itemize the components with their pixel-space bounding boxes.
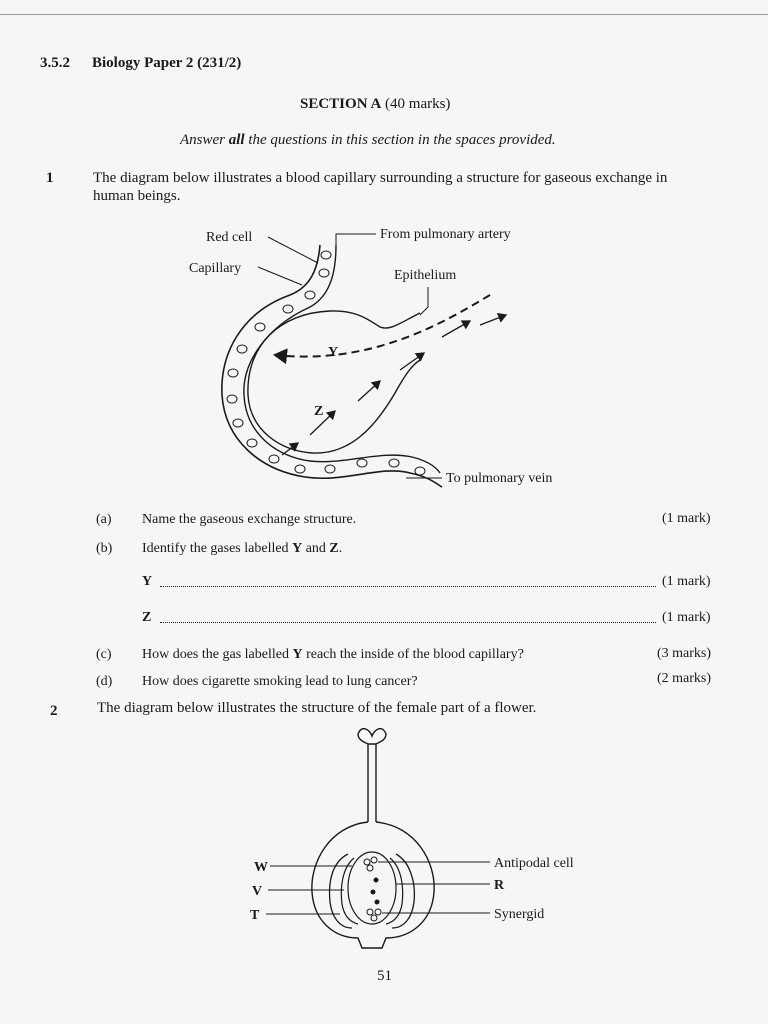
epithelium-leader [420,287,428,315]
q1b-y: Y [292,541,303,556]
section-name: SECTION A [300,96,382,112]
answer-z-label: Z [142,610,152,625]
section-heading [300,96,450,113]
stigma [358,729,386,744]
question-1-stem-line1: The diagram below illustrates a blood capillary surrounding a structure for gaseous exchange in [93,170,668,186]
question-1-number: 1 [46,170,54,186]
q1d-marks: (2 marks) [657,671,712,686]
q1a-label: (a) [96,512,112,527]
label-r: R [494,878,505,893]
q1d-label: (d) [96,674,113,689]
from-artery-leader [336,234,376,251]
alveolus-diagram [180,215,600,495]
instruction-post: the questions in this section in the spaces provided. [244,132,556,148]
instruction-bold: all [228,132,245,148]
answer-z-line[interactable] [160,622,656,623]
label-y: Y [328,345,339,360]
red-cells [227,251,425,475]
gas-z-arrows [282,315,506,455]
q1b-text-pre: Identify the gases labelled [142,541,293,556]
label-capillary: Capillary [189,261,242,276]
q1b-text [142,541,342,557]
answer-y-label: Y [142,574,153,589]
label-w: W [254,860,268,875]
paper-title: Biology Paper 2 (231/2) [92,55,242,71]
antipodal-cells [364,857,377,871]
q1c-text-pre: How does the gas labelled [142,647,293,662]
label-to-vein: To pulmonary vein [446,471,553,486]
q1d-text: How does cigarette smoking lead to lung cancer? [142,674,418,689]
q1c-label: (c) [96,647,112,662]
section-instruction [180,132,556,149]
q1b-label: (b) [96,541,113,556]
question-2-stem: The diagram below illustrates the structure of the female part of a flower. [97,700,537,716]
capillary-leader [258,267,302,285]
q1c-text-post: reach the inside of the blood capillary? [302,647,524,662]
q1b-end: . [338,541,343,556]
polar-nuclei [371,878,380,905]
gas-y-path [275,295,490,357]
label-t: T [250,908,260,923]
label-z: Z [314,404,324,419]
flower-diagram [240,722,600,962]
q1c-marks: (3 marks) [657,646,712,661]
q1a-text: Name the gaseous exchange structure. [142,512,357,527]
instruction-pre: Answer [180,132,229,148]
q1c-y: Y [292,647,303,662]
label-v: V [252,884,263,899]
question-2-number: 2 [50,703,58,719]
label-from-artery: From pulmonary artery [380,227,511,242]
label-epithelium: Epithelium [394,268,457,283]
answer-y-line[interactable] [160,586,656,587]
label-synergid: Synergid [494,907,545,922]
section-code: 3.5.2 [40,55,70,71]
q1c-text [142,647,524,663]
top-rule [0,14,768,15]
section-marks: (40 marks) [385,96,451,112]
q1a-marks: (1 mark) [662,511,711,526]
q1b-and: and [302,541,330,556]
red-cell-leader [268,237,318,263]
label-red-cell: Red cell [206,230,253,245]
alveolus-wall-lower [248,360,420,453]
answer-y-marks: (1 mark) [662,574,711,589]
synergids [367,909,381,921]
answer-z-marks: (1 mark) [662,610,711,625]
page-number: 51 [377,968,392,984]
label-antipodal: Antipodal cell [494,856,574,871]
question-1-stem-line2: human beings. [93,188,181,204]
style [368,744,376,822]
q1b-z: Z [329,541,339,556]
